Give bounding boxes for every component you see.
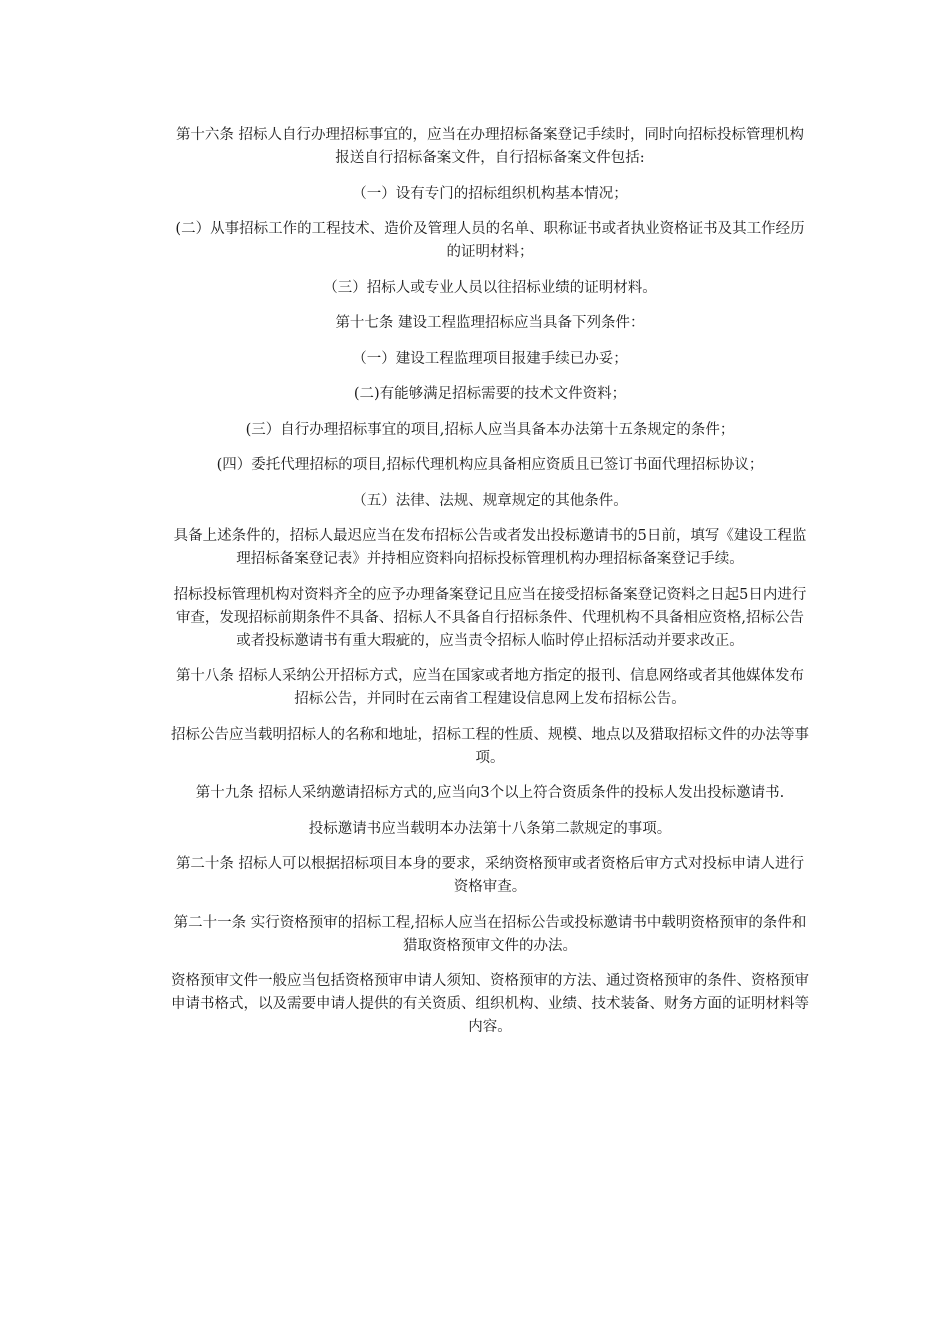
article-16-item-2: (二）从事招标工作的工程技术、造价及管理人员的名单、职称证书或者执业资格证书及其工作经历的证明材料； — [175, 221, 805, 260]
article-19-invitation-content: 投标邀请书应当载明本办法第十八条第二款规定的事项。 — [308, 820, 672, 837]
article-17-filing-paragraph: 具备上述条件的，招标人最迟应当在发布招标公告或者发出投标邀请书的5日前，填写《建设工程监理招标备案登记表》并持相应资料向招标投标管理机构办理招标备案登记手续。 — [173, 528, 807, 567]
document-body — [170, 124, 810, 1052]
article-16-item-1: （一）设有专门的招标组织机构基本情况； — [352, 185, 628, 202]
article-17-item-1: （一）建设工程监理项目报建手续已办妥； — [352, 350, 628, 367]
article-18: 第十八条 招标人采纳公开招标方式，应当在国家或者地方指定的报刊、信息网络或者其他媒体发布招标公告，并同时在云南省工程建设信息网上发布招标公告。 — [175, 668, 805, 707]
article-20: 第二十条 招标人可以根据招标项目本身的要求，采纳资格预审或者资格后审方式对投标申请人进行资格审查。 — [175, 856, 805, 895]
article-17-item-2: (二)有能够满足招标需要的技术文件资料； — [353, 386, 627, 402]
article-17-item-5: （五）法律、法规、规章规定的其他条件。 — [352, 492, 628, 509]
article-21: 第二十一条 实行资格预审的招标工程,招标人应当在招标公告或投标邀请书中载明资格预审的条件和猎取资格预审文件的办法。 — [173, 914, 807, 954]
article-19: 第十九条 招标人采纳邀请招标方式的,应当向3个以上符合资质条件的投标人发出投标邀请书. — [195, 785, 785, 801]
article-21-prequal-content: 资格预审文件一般应当包括资格预审申请人须知、资格预审的方法、通过资格预审的条件、资格预审申请书格式，以及需要申请人提供的有关资质、组织机构、业绩、技术装备、财务方面的证明材料等内容。 — [171, 973, 809, 1035]
article-16: 第十六条 招标人自行办理招标事宜的，应当在办理招标备案登记手续时，同时向招标投标管理机构报送自行招标备案文件，自行招标备案文件包括: — [175, 127, 805, 166]
article-17-item-4: (四）委托代理招标的项目,招标代理机构应具备相应资质且已签订书面代理招标协议； — [216, 457, 764, 473]
article-17: 第十七条 建设工程监理招标应当具备下列条件： — [335, 315, 645, 331]
article-17-review-paragraph: 招标投标管理机构对资料齐全的应予办理备案登记且应当在接受招标备案登记资料之日起5日内进行审查，发现招标前期条件不具备、招标人不具备自行招标条件、代理机构不具备相应资格,招标公告或者投标邀请书有重大瑕疵的，应当责令招标人临时停止招标活动并要求改正。 — [173, 586, 807, 649]
article-17-item-3: (三）自行办理招标事宜的项目,招标人应当具备本办法第十五条规定的条件； — [245, 421, 735, 438]
article-16-item-3: （三）招标人或专业人员以往招标业绩的证明材料。 — [323, 279, 657, 296]
article-18-notice-content: 招标公告应当载明招标人的名称和地址，招标工程的性质、规模、地点以及猎取招标文件的办法等事项。 — [171, 726, 809, 766]
